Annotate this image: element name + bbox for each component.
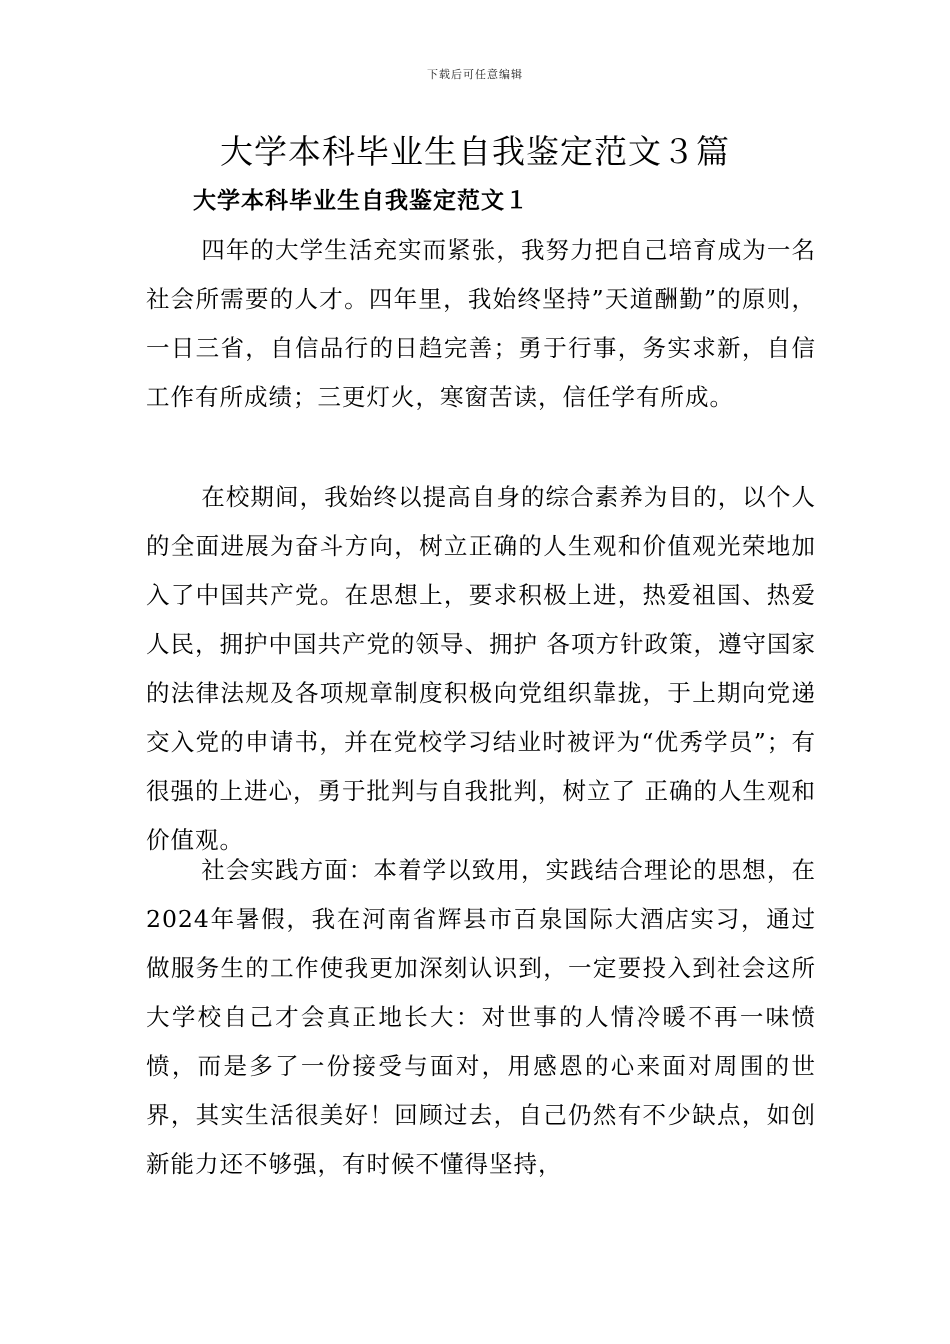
paragraph-2: 在校期间，我始终以提高自身的综合素养为目的，以个人的全面进展为奋斗方向，树立正确的人生观和价值观光荣地加入了中国共产党。在思想上，要求积极上进，热爱祖国、热爱人民，拥护中国共产党的领导、拥护 各项方针政策，遵守国家的法律法规及各项规章制度积极向党组织靠拢，于上期向党递交入党的申请书，并在党校学习结业时被评为“优秀学员”；有很强的上进心，勇于批判与自我批判，树立了 正确的人生观和价值观。 <box>146 483 816 854</box>
header-note: 下载后可任意编辑 <box>427 68 523 81</box>
paragraph-3: 社会实践方面：本着学以致用，实践结合理论的思想，在2024年暑假，我在河南省辉县市百泉国际大酒店实习，通过做服务生的工作使我更加深刻认识到，一定要投入到社会这所大学校自己才会真正地长大：对世事的人情冷暖不再一味愤愤，而是多了一份接受与面对，用感恩的心来面对周围的世界，其实生活很美好！回顾过去，自己仍然有不少缺点，如创新能力还不够强，有时候不懂得坚持， <box>146 856 816 1178</box>
paragraph-1: 四年的大学生活充实而紧张，我努力把自己培育成为一名社会所需要的人才。四年里，我始终坚持”天道酬勤”的原则，一日三省，自信品行的日趋完善；勇于行事，务实求新，自信工作有所成绩；三更灯火，寒窗苦读，信任学有所成。 <box>146 236 816 411</box>
document-title: 大学本科毕业生自我鉴定范文３篇 <box>220 132 730 171</box>
section-heading: 大学本科毕业生自我鉴定范文１ <box>193 187 529 214</box>
